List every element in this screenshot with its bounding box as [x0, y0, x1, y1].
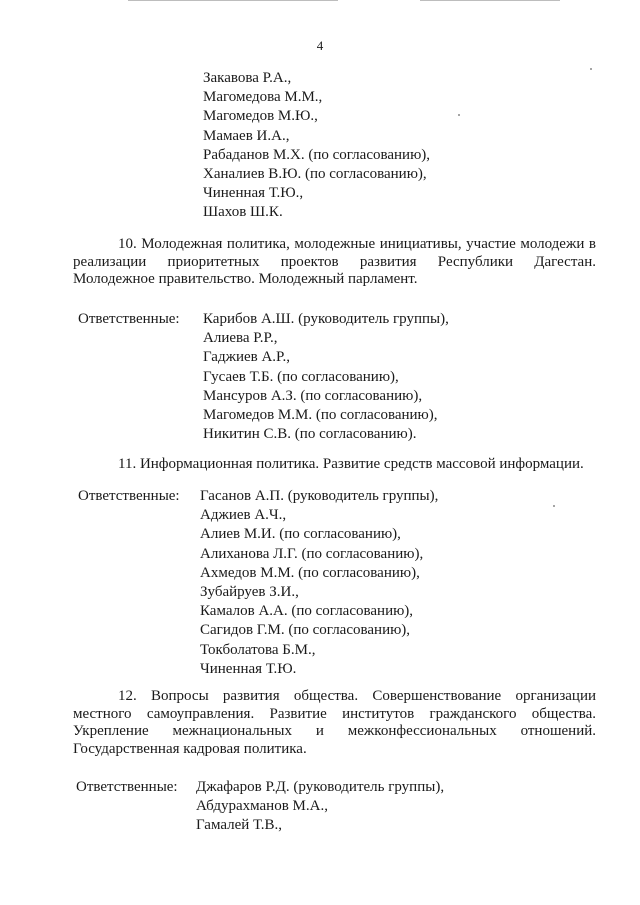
paragraph-line: 11. Информационная политика. Развитие средств массовой информации. — [118, 456, 584, 472]
member-name: Сагидов Г.М. (по согласованию), — [200, 622, 411, 639]
member-name: Чиненная Т.Ю., — [203, 185, 304, 202]
page-number: 4 — [316, 38, 324, 53]
responsible-label: Ответственные: — [78, 488, 180, 504]
member-name: Рабаданов М.Х. (по согласованию), — [203, 146, 431, 163]
paragraph-line: Государственная кадровая политика. — [73, 740, 307, 757]
group9-member-list — [203, 69, 430, 223]
member-name: Гусаев Т.Б. (по согласованию), — [203, 368, 399, 385]
member-name: Магомедов М.М. (по согласованию), — [203, 407, 438, 424]
member-name: Ахмедов М.М. (по согласованию), — [200, 564, 420, 581]
top-edge-rule — [420, 0, 560, 1]
member-name: Магомедова М.М., — [203, 89, 323, 106]
member-name: Зубайруев З.И., — [200, 584, 299, 601]
member-name: Мансуров А.З. (по согласованию), — [203, 387, 423, 404]
paragraph-line: местного самоуправления. Развитие институтов гражданского общества. — [73, 705, 596, 722]
member-name: Джафаров Р.Д. (руководитель группы), — [196, 779, 445, 795]
member-name: Алиева Р.Р., — [203, 330, 278, 347]
scan-speck — [553, 505, 555, 507]
member-name: Шахов Ш.К. — [203, 204, 283, 221]
section-12-member-list — [196, 778, 444, 836]
responsible-label: Ответственные: — [76, 779, 178, 795]
section-11-heading — [118, 456, 598, 474]
responsible-label: Ответственные: — [78, 311, 180, 327]
paragraph-line: 12. Вопросы развития общества. Совершенствование организации — [118, 688, 596, 704]
scan-speck — [590, 68, 592, 70]
member-name: Алиханова Л.Г. (по согласованию), — [200, 545, 424, 562]
member-name: Магомедов М.Ю., — [203, 108, 318, 125]
member-name: Аджиев А.Ч., — [200, 507, 287, 524]
member-name: Никитин С.В. (по согласованию). — [203, 426, 417, 443]
member-name: Мамаев И.А., — [203, 127, 290, 144]
member-name: Гамалей Т.В., — [196, 817, 282, 834]
member-name: Алиев М.И. (по согласованию), — [200, 526, 401, 543]
paragraph-line: 10. Молодежная политика, молодежные инициативы, участие молодежи в — [118, 236, 596, 252]
member-name: Чиненная Т.Ю. — [200, 660, 297, 677]
member-name: Карибов А.Ш. (руководитель группы), — [203, 311, 449, 327]
member-name: Гаджиев А.Р., — [203, 349, 291, 366]
member-name: Абдурахманов М.А., — [196, 798, 328, 815]
member-name: Токболатова Б.М., — [200, 641, 316, 658]
top-edge-rule — [128, 0, 338, 1]
scan-speck — [458, 114, 460, 116]
paragraph-line: Укрепление межнациональных и межконфессиональных отношений. — [73, 723, 596, 739]
member-name: Закавова Р.А., — [203, 70, 292, 86]
section-10-member-list — [203, 310, 449, 444]
member-name: Ханалиев В.Ю. (по согласованию), — [203, 166, 427, 183]
paragraph-line: реализации приоритетных проектов развития Республики Дагестан. — [73, 253, 596, 270]
section-11-member-list — [200, 487, 438, 679]
section-12-heading — [73, 688, 596, 758]
member-name: Камалов А.А. (по согласованию), — [200, 603, 414, 620]
member-name: Гасанов А.П. (руководитель группы), — [200, 488, 439, 504]
paragraph-line: Молодежное правительство. Молодежный парламент. — [73, 271, 418, 287]
section-10-heading — [73, 236, 596, 289]
